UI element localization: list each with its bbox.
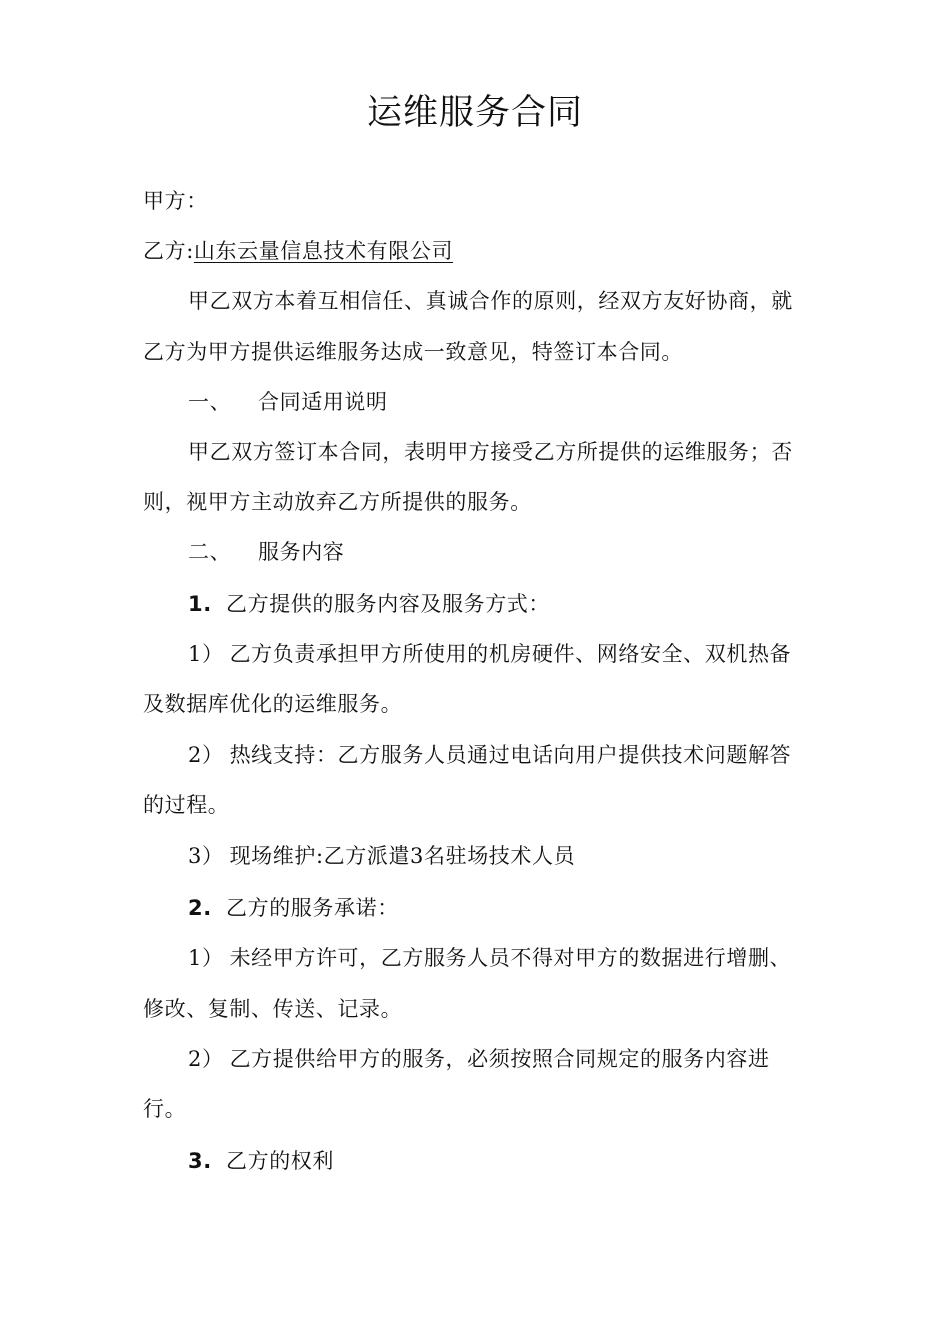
- party-b-line: [143, 236, 823, 266]
- party-b-company-name: 山东云量信息技术有限公司: [193, 239, 454, 263]
- item-2-sub-1-line-2: 修改、复制、传送、记录。: [143, 997, 403, 1021]
- item-1-text: 乙方提供的服务内容及服务方式：: [226, 592, 550, 616]
- party-b-label: 乙方:: [143, 239, 194, 263]
- item-1-sub-3-line-1: [188, 841, 868, 871]
- item-2-sub-2-text: 乙方提供给甲方的服务，必须按照合同规定的服务内容进: [229, 1047, 770, 1071]
- item-1-sub-2-text: 热线支持：乙方服务人员通过电话向用户提供技术问题解答: [229, 743, 792, 767]
- item-1-number: 1.: [188, 592, 212, 616]
- item-1-sub-2-number: 2）: [188, 743, 224, 767]
- item-2-sub-2-line-1: [188, 1044, 868, 1074]
- item-2-sub-1-text: 未经甲方许可，乙方服务人员不得对甲方的数据进行增删、: [229, 946, 792, 970]
- item-3-number: 3.: [188, 1149, 212, 1173]
- item-1-sub-1-text: 乙方负责承担甲方所使用的机房硬件、网络安全、双机热备: [229, 642, 792, 666]
- item-1-sub-3-text: 现场维护:乙方派遣3名驻场技术人员: [229, 844, 576, 868]
- item-2-number: 2.: [188, 896, 212, 920]
- section-1-number: 一、: [188, 390, 232, 414]
- item-3-text: 乙方的权利: [226, 1149, 334, 1173]
- section-1-title: 合同适用说明: [258, 390, 388, 414]
- section-1-heading: [188, 387, 868, 417]
- item-2-sub-2-line-2: 行。: [143, 1097, 187, 1121]
- item-3-heading: [188, 1146, 868, 1176]
- item-2-text: 乙方的服务承诺：: [226, 896, 399, 920]
- item-1-sub-1-number: 1）: [188, 642, 224, 666]
- section-1-paragraph-line-1: 甲乙双方签订本合同，表明甲方接受乙方所提供的运维服务；否: [188, 440, 793, 464]
- item-1-sub-3-number: 3）: [188, 844, 224, 868]
- intro-paragraph-line-1: 甲乙双方本着互相信任、真诚合作的原则，经双方友好协商，就: [188, 289, 793, 313]
- item-1-heading: [188, 589, 868, 619]
- party-a-line: [143, 186, 823, 216]
- item-2-sub-1-line-1: [188, 943, 868, 973]
- item-2-sub-2-number: 2）: [188, 1047, 224, 1071]
- item-1-sub-2-line-1: [188, 740, 868, 770]
- section-1-paragraph-line-2: 则，视甲方主动放弃乙方所提供的服务。: [143, 490, 532, 514]
- item-2-sub-1-number: 1）: [188, 946, 224, 970]
- section-2-title: 服务内容: [258, 540, 345, 564]
- item-2-heading: [188, 893, 868, 923]
- section-2-number: 二、: [188, 540, 232, 564]
- document-title: 运维服务合同: [366, 93, 583, 133]
- party-a-label: 甲方：: [143, 189, 208, 213]
- item-1-sub-1-line-1: [188, 639, 868, 669]
- section-2-heading: [188, 537, 868, 567]
- intro-paragraph-line-2: 乙方为甲方提供运维服务达成一致意见，特签订本合同。: [143, 340, 683, 364]
- item-1-sub-2-line-2: 的过程。: [143, 793, 230, 817]
- item-1-sub-1-line-2: 及数据库优化的运维服务。: [143, 692, 403, 716]
